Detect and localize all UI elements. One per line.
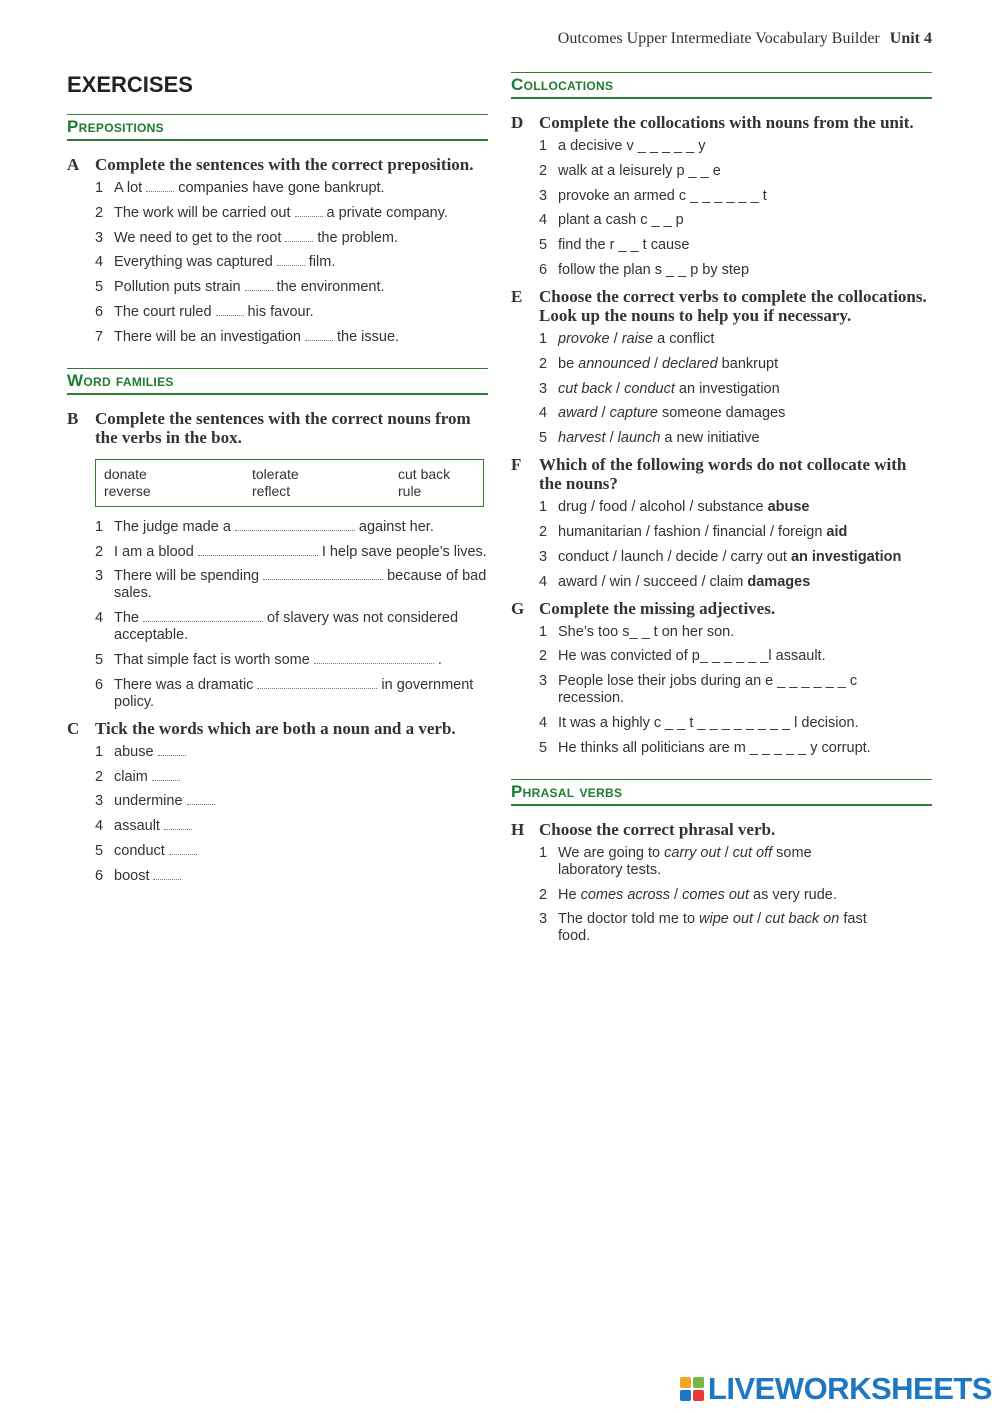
item-text: She’s too s_ _ t on her son. [558,623,735,640]
list-item [95,652,488,669]
tick-blank[interactable] [169,854,197,855]
item-number: 5 [539,739,548,756]
list-item[interactable] [539,163,932,180]
item-text: his favour. [247,303,314,320]
option-b[interactable]: launch [617,430,661,447]
item-number: 3 [95,568,104,585]
item-text: find the r _ _ t cause [558,237,690,254]
item-text: There will be spending [114,568,260,585]
item-number: 2 [95,543,104,560]
box-word: cut back [398,465,451,482]
tick-blank[interactable] [152,780,180,781]
unit-label: Unit 4 [889,30,932,47]
item-number: 5 [95,279,104,296]
item-text: in government policy. [114,676,474,710]
answer-blank[interactable] [277,265,305,266]
word-box [95,459,484,507]
section-word-families: Word families [67,368,488,395]
item-text: fast food. [558,911,867,945]
list-item [539,405,932,422]
list-item[interactable] [539,740,932,757]
item-number: 4 [539,212,548,229]
list-item[interactable] [539,574,932,591]
item-number: 4 [539,405,548,422]
exercise-instruction: Which of the following words do not collocate with the nouns? [539,455,907,494]
option-a[interactable]: announced [578,355,650,372]
list-item [95,843,488,860]
item-text: a decisive v _ _ _ _ _ y [558,138,706,154]
option-b[interactable]: declared [662,355,718,372]
item-text: the environment. [276,279,385,296]
option-separator: / [753,911,766,928]
item-text: the issue. [337,328,400,345]
item-number: 4 [95,254,104,271]
option-a[interactable]: harvest [558,430,606,447]
item-text: The court ruled [114,303,212,320]
item-number: 1 [539,138,548,154]
list-item [95,610,488,644]
exercise-c [67,719,488,885]
exercise-letter: E [511,286,523,306]
item-text: There will be an investigation [114,328,301,345]
item-number: 2 [539,162,548,179]
exercise-instruction: Choose the correct phrasal verb. [539,819,776,839]
item-text: a private company. [326,204,448,221]
item-text: because of bad sales. [114,568,487,602]
item-text: We are going to [558,844,665,861]
list-item[interactable] [539,237,932,254]
list-item[interactable] [539,212,932,229]
item-number: 1 [539,499,548,516]
list-item [95,329,488,346]
answer-blank[interactable] [285,241,313,242]
section-prepositions: Prepositions [67,114,488,141]
item-text: A lot [114,180,143,196]
item-text: He [558,886,581,903]
list-item[interactable] [539,262,932,279]
exercise-instruction: Complete the collocations with nouns from the unit. [539,113,914,132]
box-word: donate [104,465,147,482]
option-a[interactable]: carry out [664,844,721,861]
item-text: undermine [114,793,183,810]
item-text: someone damages [657,405,786,422]
item-text: a conflict [653,330,715,347]
item-text: be [558,355,579,372]
list-item [95,279,488,296]
exercise-letter: C [67,718,80,738]
item-text: award / win / succeed / claim [558,573,744,590]
list-item[interactable] [539,188,932,205]
answer-blank[interactable] [198,555,318,556]
list-item [539,331,932,348]
item-number: 2 [539,886,548,903]
exercise-letter: H [511,819,525,839]
item-number: 3 [95,793,104,810]
exercise-b [67,409,488,711]
item-number: 2 [539,355,548,372]
list-item [539,430,932,447]
item-text: People lose their jobs during an e _ _ _ _ _ _ c recession. [558,673,858,707]
item-number: 1 [95,518,104,535]
option-a[interactable]: provoke [558,330,610,347]
item-number: 5 [539,237,548,254]
item-text: walk at a leisurely p _ _ e [558,162,721,179]
option-a[interactable]: wipe out [699,911,754,928]
item-number: 3 [539,911,548,928]
exercise-e [511,287,932,447]
exercise-letter: D [511,113,524,132]
item-text: conduct / launch / decide / carry out [558,548,787,565]
item-number: 1 [95,743,104,760]
tick-blank[interactable] [153,879,181,880]
item-number: 4 [95,610,104,627]
item-text: plant a cash c _ _ p [558,212,684,229]
list-item[interactable] [539,648,932,665]
exercise-letter: F [511,455,522,475]
item-text: boost [114,867,150,884]
option-separator: / [609,330,622,347]
section-collocations: Collocations [511,72,932,99]
item-number: 5 [539,430,548,447]
item-text: There was a dramatic [114,676,254,693]
item-text: some laboratory tests. [558,844,812,878]
item-number: 3 [539,548,548,565]
item-number: 3 [539,380,548,397]
item-text: conduct [114,842,165,859]
option-b[interactable]: conduct [624,380,675,397]
target-noun: damages [747,573,811,590]
item-number: 1 [539,844,548,861]
item-text: bankrupt [717,355,779,372]
exercise-f [511,455,932,590]
item-text: humanitarian / fashion / financial / foreign [558,523,823,540]
tick-blank[interactable] [187,804,215,805]
item-text: We need to get to the root [114,229,282,246]
list-item[interactable] [539,715,932,732]
item-text: It was a highly c _ _ t _ _ _ _ _ _ _ _ l decision. [558,714,859,731]
item-text: abuse [114,743,154,760]
item-text: . [437,651,442,668]
box-word: reflect [252,482,291,499]
option-separator: / [649,355,663,372]
item-text: I am a blood [114,543,194,560]
book-title: Outcomes Upper Intermediate Vocabulary Builder [557,30,880,47]
item-number: 7 [95,328,104,345]
list-item [539,356,932,373]
list-item [539,887,932,904]
left-column [67,72,488,893]
liveworksheets-logo[interactable] [680,1371,992,1407]
option-b[interactable]: comes out [682,886,750,903]
option-b[interactable]: raise [621,330,654,347]
item-number: 6 [95,676,104,693]
section-phrasal-verbs: Phrasal verbs [511,779,932,806]
option-b[interactable]: cut off [732,844,773,861]
list-item [95,769,488,786]
item-text: drug / food / alcohol / substance [558,499,764,516]
item-number: 1 [95,180,104,196]
list-item [95,793,488,810]
item-text: against her. [358,518,434,535]
list-item [95,818,488,835]
answer-blank[interactable] [143,621,263,622]
item-number: 5 [95,651,104,668]
list-item [95,254,488,271]
list-item [95,519,488,536]
item-number: 3 [539,673,548,690]
exercise-instruction: Complete the sentences with the correct nouns from the verbs in the box. [95,408,471,447]
target-noun: abuse [767,499,810,516]
item-text: I help save people’s lives. [321,543,487,560]
item-number: 2 [95,204,104,221]
list-item [539,845,932,879]
item-number: 4 [95,818,104,835]
option-a[interactable]: award [558,405,598,422]
item-number: 3 [539,187,548,204]
list-item [95,544,488,561]
item-text: He thinks all politicians are m _ _ _ _ _ y corrupt. [558,739,871,756]
item-text: of slavery was not considered acceptable. [114,610,459,644]
list-item[interactable] [539,138,932,155]
option-b[interactable]: cut back on [765,911,840,928]
item-text: a new initiative [660,430,760,447]
option-separator: / [670,886,683,903]
answer-blank[interactable] [235,530,355,531]
list-item [95,744,488,761]
list-item [95,180,488,197]
item-number: 4 [539,573,548,590]
item-number: 5 [95,842,104,859]
answer-blank[interactable] [305,340,333,341]
answer-blank[interactable] [216,315,244,316]
list-item [95,205,488,222]
item-text: film. [308,254,336,271]
item-text: Pollution puts strain [114,279,241,296]
item-number: 2 [539,523,548,540]
item-text: as very rude. [749,886,837,903]
item-text: Everything was captured [114,254,273,271]
option-separator: / [597,405,610,422]
item-text: provoke an armed c _ _ _ _ _ _ t [558,187,767,204]
item-text: follow the plan s _ _ p by step [558,261,750,278]
item-number: 3 [95,229,104,246]
item-number: 6 [539,261,548,278]
answer-blank[interactable] [295,216,323,217]
item-text: The work will be carried out [114,204,291,221]
exercise-letter: G [511,598,525,618]
list-item [539,381,932,398]
target-noun: aid [826,523,848,540]
box-word: tolerate [252,465,299,482]
option-a[interactable]: cut back [558,380,612,397]
list-item [95,677,488,711]
page-title: EXERCISES [67,72,193,97]
logo-mark-icon [680,1377,704,1401]
tick-blank[interactable] [158,755,186,756]
answer-blank[interactable] [314,663,434,664]
item-text: That simple fact is worth some [114,651,310,668]
item-number: 4 [539,714,548,731]
exercise-instruction: Complete the missing adjectives. [539,598,776,618]
tick-blank[interactable] [164,829,192,830]
target-noun: an investigation [790,548,902,565]
list-item[interactable] [539,524,932,541]
exercise-g [511,599,932,757]
option-a[interactable]: comes across [580,886,671,903]
item-text: an investigation [674,380,780,397]
option-b[interactable]: capture [609,405,658,422]
answer-blank[interactable] [263,579,383,580]
exercise-a [67,155,488,346]
logo-text: LIVEWORKSHEETS [707,1371,992,1406]
option-separator: / [605,430,618,447]
option-separator: / [720,844,733,861]
exercise-letter: A [67,155,80,174]
list-item[interactable] [539,624,932,641]
running-header [558,30,932,48]
item-text: The doctor told me to [558,911,700,928]
item-number: 6 [95,303,104,320]
option-separator: / [612,380,625,397]
right-column [511,72,932,953]
item-text: the problem. [317,229,399,246]
list-item[interactable] [539,549,932,566]
box-word: rule [398,482,422,499]
exercise-instruction: Complete the sentences with the correct preposition. [95,155,474,174]
list-item [95,568,488,602]
item-number: 1 [539,623,548,640]
list-item [95,868,488,885]
item-number: 2 [95,768,104,785]
exercise-instruction: Choose the correct verbs to complete the collocations. Look up the nouns to help you if necessary. [539,286,927,325]
answer-blank[interactable] [257,688,377,689]
item-number: 2 [539,648,548,665]
exercise-letter: B [67,408,79,428]
list-item [95,230,488,247]
item-number: 6 [95,867,104,884]
item-text: He was convicted of p_ _ _ _ _ _l assault. [558,648,826,665]
list-item [539,911,932,945]
item-text: The judge made a [114,518,231,535]
answer-blank[interactable] [245,290,273,291]
item-text: The [114,610,139,627]
exercise-d [511,113,932,279]
item-text: assault [114,818,160,835]
list-item [95,304,488,321]
item-text: claim [114,768,148,785]
exercise-instruction: Tick the words which are both a noun and a verb. [95,718,456,738]
item-number: 1 [539,330,548,347]
box-word: reverse [104,482,151,499]
answer-blank[interactable] [146,191,174,192]
exercise-h [511,820,932,946]
item-text: companies have gone bankrupt. [178,180,385,196]
list-item[interactable] [539,673,932,707]
list-item[interactable] [539,499,932,516]
